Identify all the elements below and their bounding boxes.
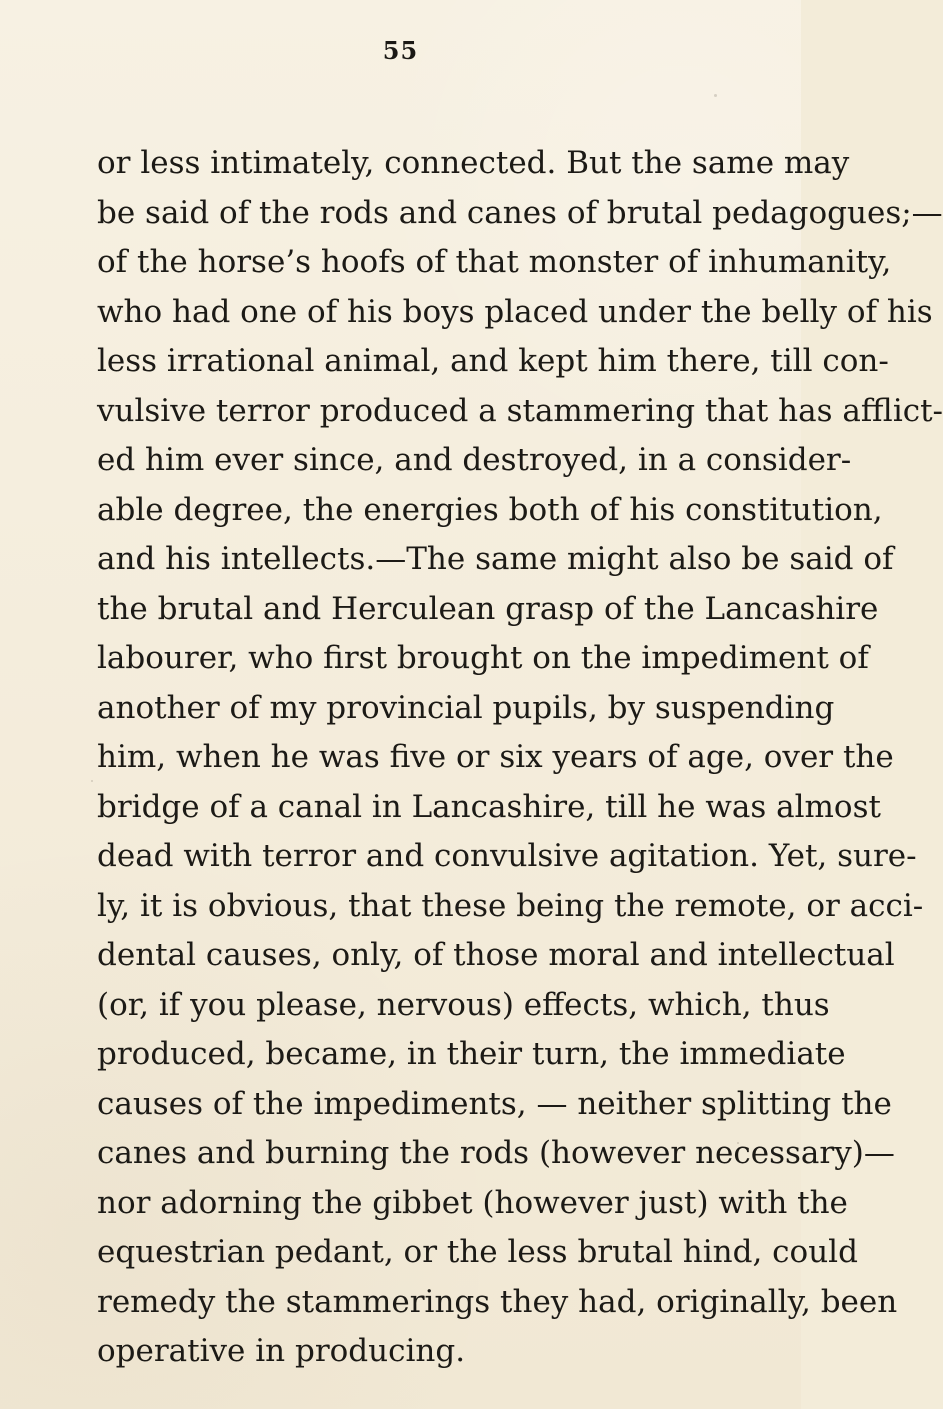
text-line: or less intimately, connected. But the same may [97, 145, 850, 181]
text-line: operative in producing. [97, 1333, 466, 1369]
text-line: vulsive terror produced a stammering that has afflict- [97, 392, 943, 429]
text-line: dead with terror and convulsive agitation. Yet, sure- [97, 838, 917, 874]
paper-speck [91, 780, 93, 782]
text-line: produced, became, in their turn, the immediate [97, 1036, 846, 1072]
text-line: another of my provincial pupils, by suspending [97, 689, 835, 726]
text-line: him, when he was five or six years of age, over the [97, 739, 894, 775]
paper-speck [737, 1142, 739, 1144]
text-line: canes and burning the rods (however necessary)— [97, 1135, 895, 1171]
text-line: dental causes, only, of those moral and intellectual [97, 937, 895, 973]
text-line: (or, if you please, nervous) effects, which, thus [97, 986, 830, 1023]
text-line: nor adorning the gibbet (however just) with the [97, 1184, 848, 1221]
text-line: less irrational animal, and kept him there, till con- [97, 343, 889, 379]
text-line: ed him ever since, and destroyed, in a consider- [97, 442, 852, 478]
text-line: the brutal and Herculean grasp of the Lancashire [97, 590, 879, 627]
text-line: causes of the impediments, — neither splitting the [97, 1085, 892, 1122]
text-line: of the horse’s hoofs of that monster of inhumanity, [97, 244, 892, 280]
text-line: equestrian pedant, or the less brutal hind, could [97, 1234, 858, 1270]
text-line: labourer, who first brought on the impediment of [97, 640, 869, 676]
text-line: ly, it is obvious, that these being the remote, or acci- [97, 887, 924, 924]
text-line: be said of the rods and canes of brutal pedagogues;— [97, 194, 943, 231]
paper-speck [714, 94, 717, 97]
text-line: able degree, the energies both of his constitution, [97, 491, 883, 528]
page-number: 55 [382, 36, 419, 65]
body-text [97, 139, 943, 1377]
text-line: who had one of his boys placed under the belly of his [97, 293, 933, 330]
text-line: remedy the stammerings they had, originally, been [97, 1283, 898, 1320]
text-line: bridge of a canal in Lancashire, till he was almost [97, 788, 881, 825]
text-line: and his intellects.—The same might also be said of [97, 541, 894, 577]
